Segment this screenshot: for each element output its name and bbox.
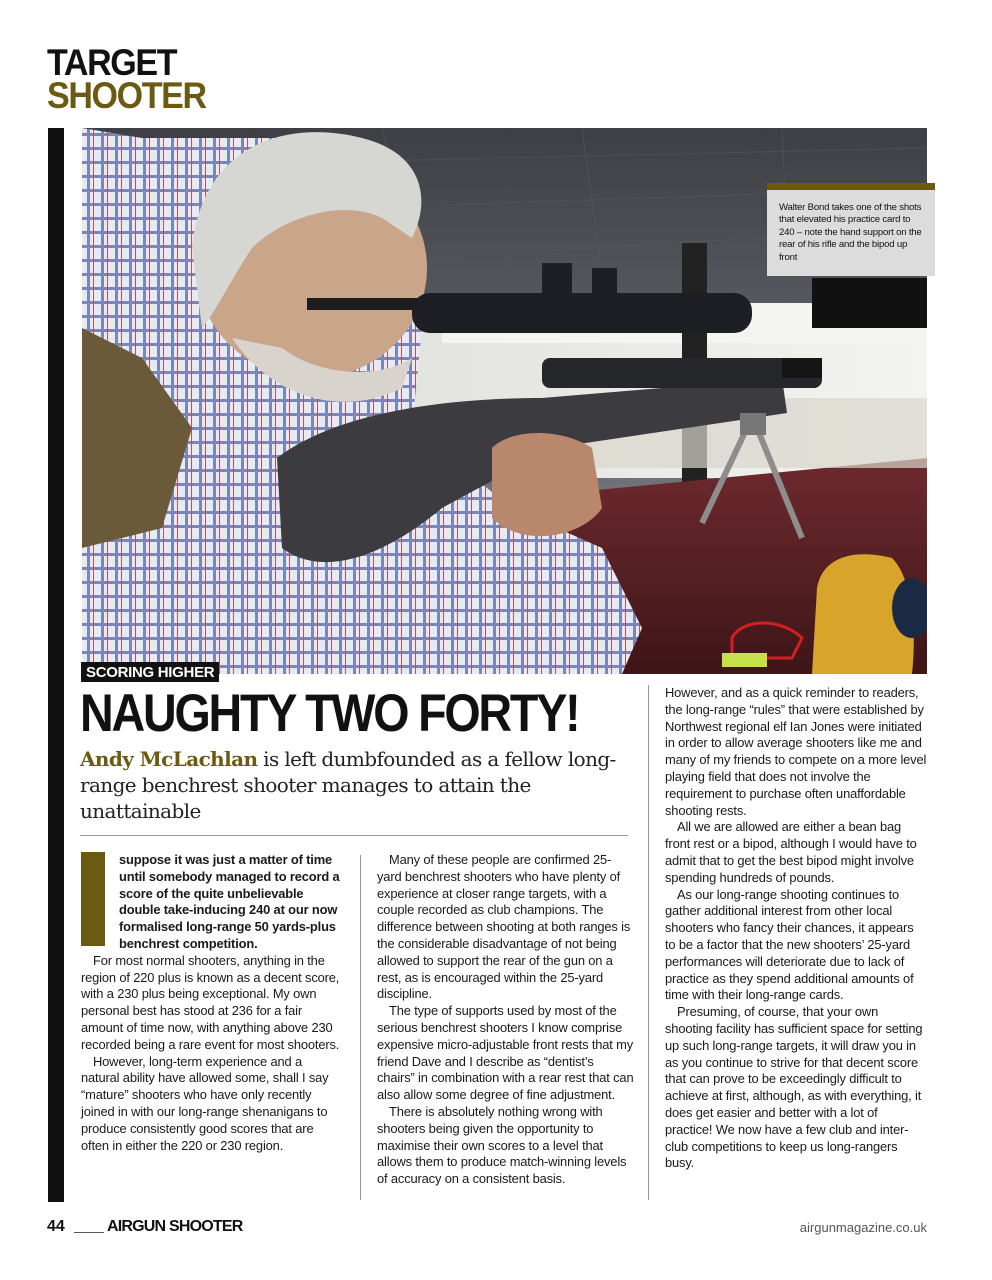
standfirst-text: is left dumbfounded as a fellow long-range benchrest shooter manages to attain the unattainable <box>80 747 616 823</box>
article-kicker: SCORING HIGHER <box>81 662 219 682</box>
page-number: 44 <box>47 1218 65 1235</box>
body-paragraph: As our long-range shooting continues to gather additional interest from other local shooters who fancy their chances, it appears to be a factor that the new shooters’ 25-yard performances will deteriorate due to lack of practice as they spend additional amounts of time with their long-range cards. <box>665 886 914 1003</box>
section-title-line1: TARGET <box>47 42 177 83</box>
magazine-name: AIRGUN SHOOTER <box>107 1218 243 1235</box>
lead-paragraph: suppose it was just a matter of time until somebody managed to record a score of the quite unbelievable double take-inducing 240 at our now formalised long-range 50 yards-plus benchrest competition. <box>119 852 340 951</box>
article-column-1 <box>81 852 343 1154</box>
body-paragraph: For most normal shooters, anything in the region of 220 plus is known as a decent score, with a 230 plus being exceptional. My own personal best has stood at 236 for a fair amount of time now, with anything above 230 recorded being a rare event for most shooters. <box>81 952 340 1052</box>
body-paragraph: There is absolutely nothing wrong with shooters being given the opportunity to maximise their own scores to a level that allows them to produce match-winning levels of accuracy on a consistent basis. <box>377 1103 627 1187</box>
section-title <box>47 42 206 116</box>
body-paragraph: However, and as a quick reminder to readers, the long-range “rules” that were established by Northwest regional elf Ian Jones were initiated in order to allow average shooters like me and many of my friends to compete on a more level playing field that does not involve the requirement to purchase often unaffordable shooting rests. <box>665 685 927 818</box>
body-paragraph: Presuming, of course, that your own shooting facility has sufficient space for setting up such long-range targets, it will draw you in as you continue to strive for that decent score that can prove to be exceedingly difficult to achieve at first, although, as with everything, it does get easier and better with a lot of practice! We now have a few club and inter-club competitions to keep us long-rangers busy. <box>665 1004 923 1171</box>
article-column-3 <box>665 685 927 1172</box>
website-url: airgunmagazine.co.uk <box>799 1220 927 1235</box>
body-paragraph: The type of supports used by most of the serious benchrest shooters I know comprise expensive micro-adjustable front rests that my friend Dave and I describe as “dentist’s chairs” in combination with a rear rest that can also allow some degree of fine adjustment. <box>377 1003 634 1103</box>
body-paragraph: All we are allowed are either a bean bag front rest or a bipod, although I would have to admit that to get the best bipod might involve spending hundreds of pounds. <box>665 819 917 885</box>
body-paragraph: However, long-term experience and a natural ability have allowed some, shall I say “mature” shooters who have only recently joined in with our long-range shenanigans to produce consistently good scores that are often in either the 220 or 230 region. <box>81 1053 329 1153</box>
photo-caption: Walter Bond takes one of the shots that elevated his practice card to 240 – note the hand support on the rear of his rifle and the bipod up front <box>767 183 935 276</box>
left-accent-bar <box>48 128 64 1202</box>
column-divider <box>360 855 361 1200</box>
article-standfirst <box>80 746 625 824</box>
standfirst-divider <box>80 835 628 836</box>
column-divider <box>648 685 649 1200</box>
article-column-2 <box>377 852 634 1188</box>
article-headline: NAUGHTY TWO FORTY! <box>80 684 579 743</box>
body-paragraph: Many of these people are confirmed 25-yard benchrest shooters who have plenty of experience at closer range targets, with a couple recorded as club champions. The difference between shooting at both ranges is the considerable disadvantage of not being allowed to support the rear of the gun on a rest, as is encouraged within the 25-yard discipline. <box>377 852 631 1002</box>
drop-cap <box>81 852 105 946</box>
author-name: Andy McLachlan <box>80 747 258 771</box>
section-title-line2: SHOOTER <box>47 75 206 116</box>
footer-rule <box>74 1232 104 1233</box>
